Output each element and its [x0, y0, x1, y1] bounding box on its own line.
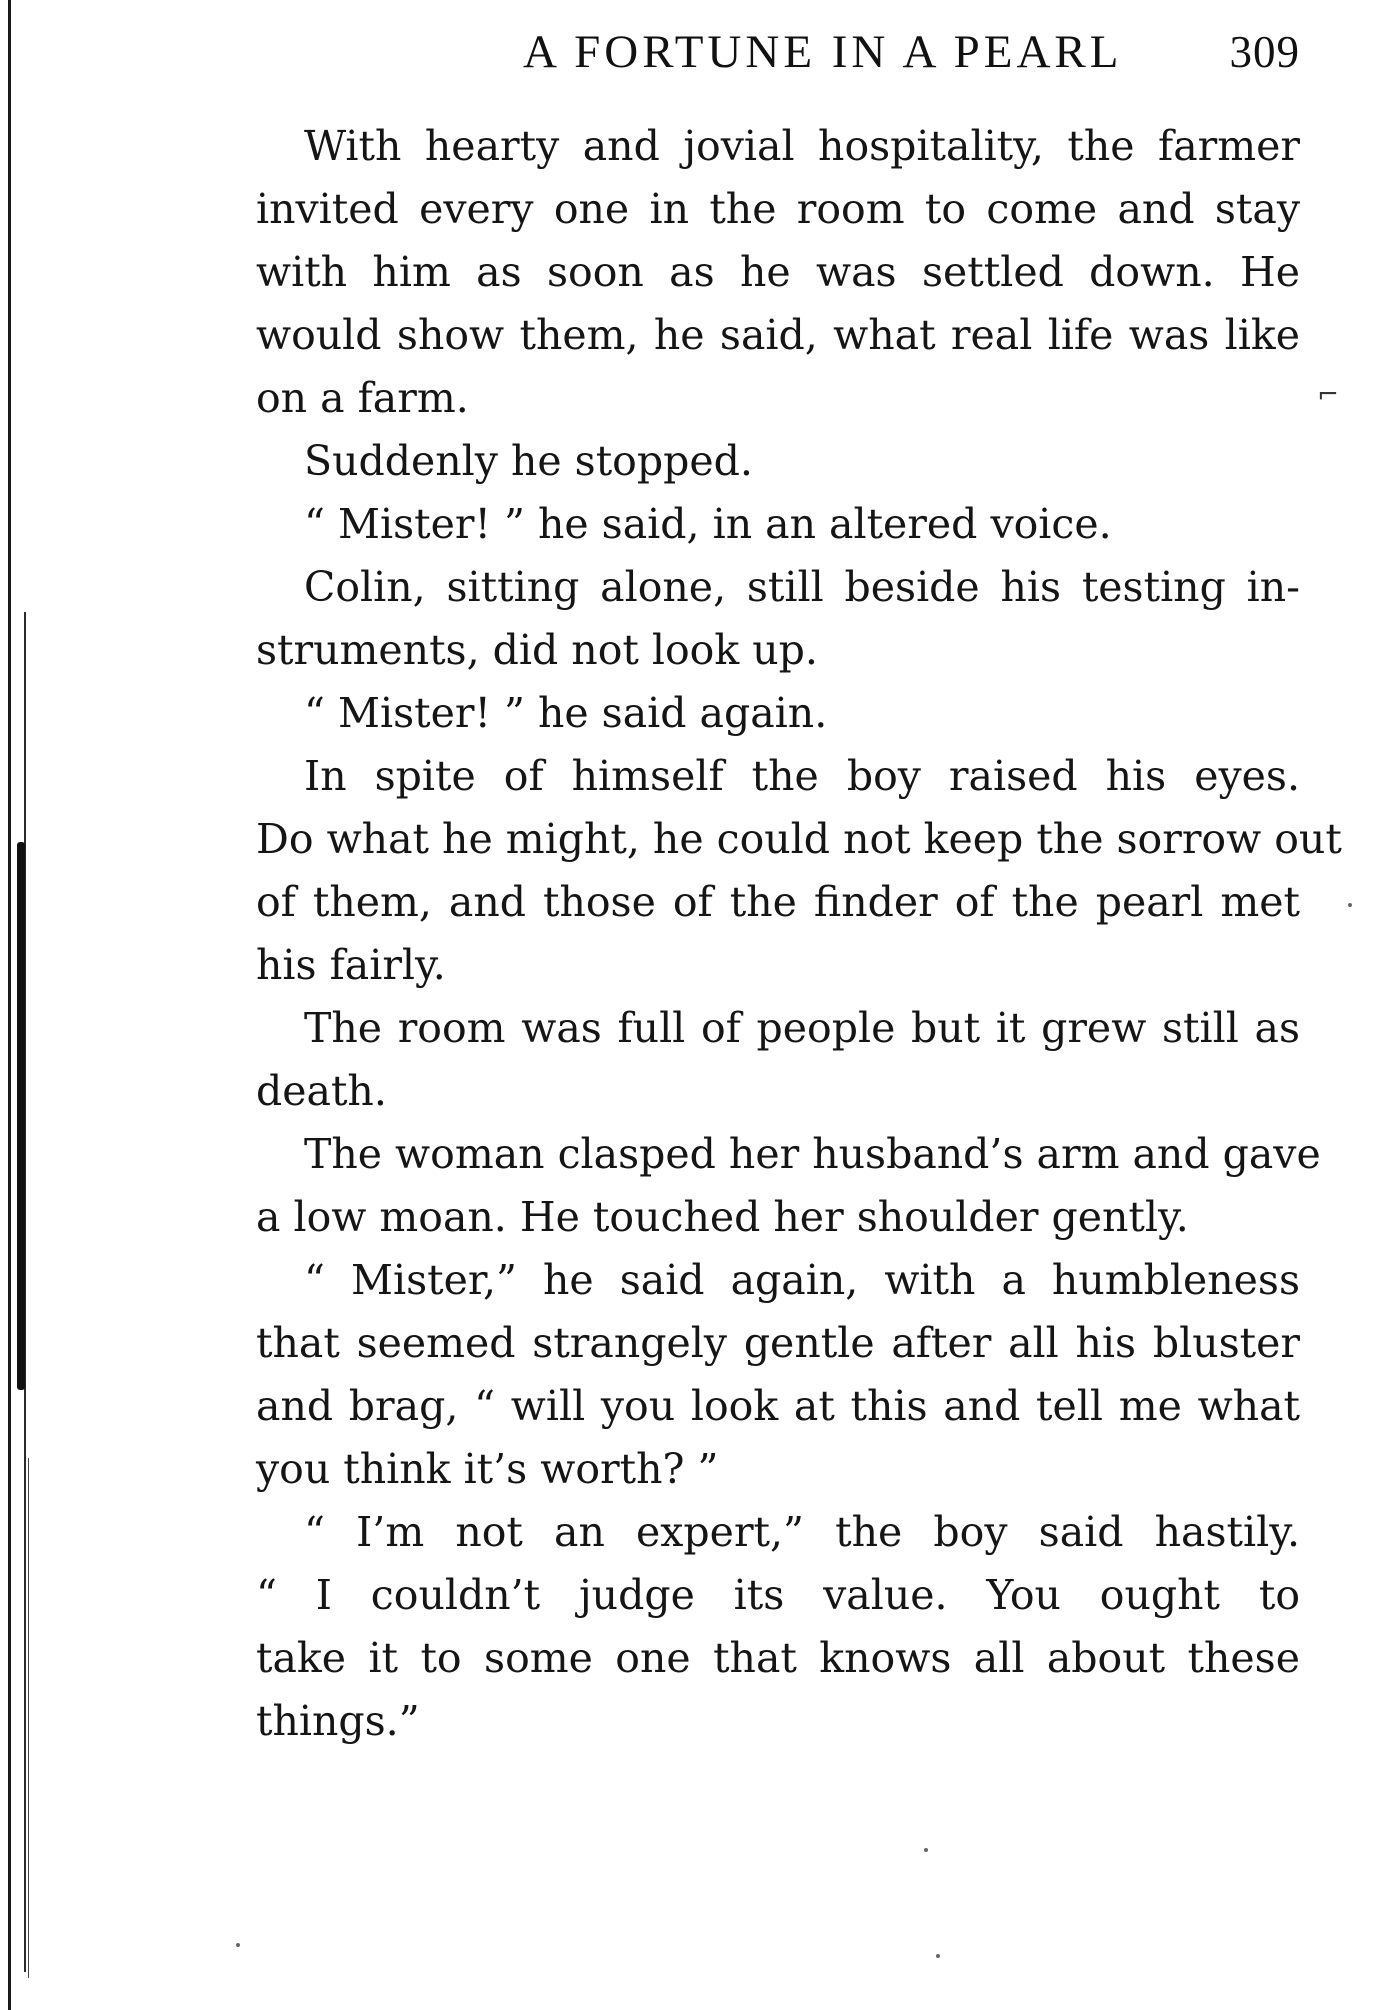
text-line-6: Suddenly he stopped. [304, 437, 753, 485]
text-line-13: of them, and those of the finder of the pearl met [256, 878, 1300, 926]
page-header [256, 24, 1300, 80]
page-number: 309 [1229, 27, 1300, 77]
text-line-22: you think it’s worth? ” [256, 1445, 719, 1493]
text-line-23: “ I’m not an expert,” the boy said hastily. [304, 1508, 1300, 1556]
text-line-3: with him as soon as he was settled down. He [256, 248, 1300, 296]
text-line-21: and brag, “ will you look at this and tell me what [256, 1382, 1300, 1430]
text-line-14: his fairly. [256, 941, 446, 989]
speck-dot [924, 1848, 928, 1852]
text-line-10: “ Mister! ” he said again. [304, 689, 828, 737]
speck-dot [236, 1943, 240, 1947]
text-line-12: Do what he might, he could not keep the sorrow out [256, 815, 1342, 863]
text-line-11: In spite of himself the boy raised his eyes. [304, 752, 1300, 800]
page-body-text [256, 115, 1342, 1753]
text-line-20: that seemed strangely gentle after all his bluster [256, 1319, 1300, 1367]
binding-shadow-line-secondary [28, 1458, 29, 1978]
text-line-1: With hearty and jovial hospitality, the farmer [304, 122, 1300, 170]
speck-dot [936, 1954, 940, 1958]
text-line-15: The room was full of people but it grew still as [304, 1004, 1300, 1052]
text-line-2: invited every one in the room to come and stay [256, 185, 1300, 233]
text-line-9: struments, did not look up. [256, 626, 818, 674]
text-line-24: “ I couldn’t judge its value. You ought to [256, 1571, 1300, 1619]
text-line-5: on a farm. [256, 374, 469, 422]
binding-edge-line [8, 0, 11, 2010]
margin-mark-icon: ⌐ [1317, 380, 1339, 410]
binding-dark-shadow [17, 842, 25, 1390]
text-line-8: Colin, sitting alone, still beside his testing in- [304, 563, 1300, 611]
text-line-25: take it to some one that knows all about these [256, 1634, 1300, 1682]
text-line-16: death. [256, 1067, 387, 1115]
text-line-18: a low moan. He touched her shoulder gently. [256, 1193, 1189, 1241]
text-line-4: would show them, he said, what real life was like [256, 311, 1300, 359]
text-line-7: “ Mister! ” he said, in an altered voice. [304, 500, 1112, 548]
text-line-17: The woman clasped her husband’s arm and gave [304, 1130, 1321, 1178]
running-title: A FORTUNE IN A PEARL [523, 26, 1123, 78]
speck-dot [1348, 903, 1352, 907]
text-line-19: “ Mister,” he said again, with a humbleness [304, 1256, 1300, 1304]
text-line-26: things.” [256, 1697, 420, 1745]
